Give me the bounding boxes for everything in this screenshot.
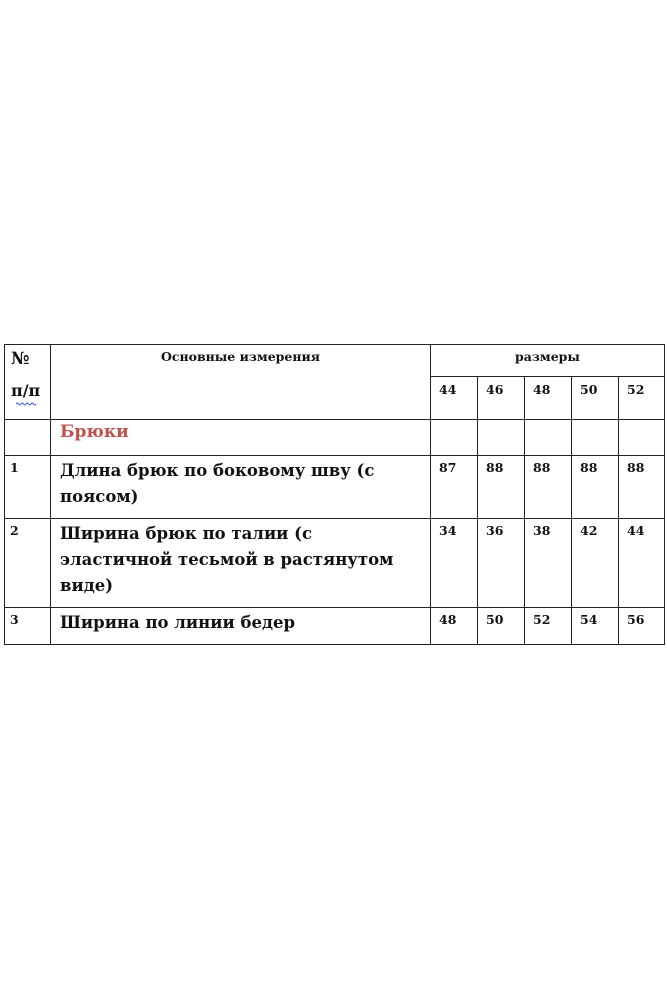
size-chart-table	[4, 344, 665, 645]
size-header-cell: 52	[619, 377, 665, 420]
number-header-cell	[5, 345, 51, 420]
empty-cell	[5, 420, 51, 456]
measurement-name: Ширина по линии бедер	[51, 608, 431, 645]
measurement-value: 44	[619, 519, 665, 608]
measurement-value: 88	[525, 456, 572, 519]
measurement-value: 87	[431, 456, 478, 519]
spellcheck-underline	[16, 402, 36, 406]
measurement-value: 88	[619, 456, 665, 519]
row-number: 2	[5, 519, 51, 608]
table-row	[5, 519, 665, 608]
sizes-header: размеры	[431, 345, 665, 377]
measurement-value: 50	[478, 608, 525, 645]
measurement-value: 42	[572, 519, 619, 608]
number-symbol: №	[11, 349, 30, 369]
size-header-cell: 46	[478, 377, 525, 420]
section-row	[5, 420, 665, 456]
measurement-name: Ширина брюк по талии (с эластичной тесьмой в растянутом виде)	[51, 519, 431, 608]
measurement-name: Длина брюк по боковому шву (с поясом)	[51, 456, 431, 519]
measurements-header: Основные измерения	[51, 345, 431, 420]
empty-cell	[431, 420, 478, 456]
table-row	[5, 608, 665, 645]
measurement-value: 88	[478, 456, 525, 519]
measurement-value: 38	[525, 519, 572, 608]
measurement-value: 54	[572, 608, 619, 645]
section-label: Брюки	[51, 420, 431, 456]
measurement-value: 34	[431, 519, 478, 608]
measurement-value: 88	[572, 456, 619, 519]
measurement-value: 56	[619, 608, 665, 645]
empty-cell	[572, 420, 619, 456]
header-row	[5, 345, 665, 377]
measurement-value: 52	[525, 608, 572, 645]
size-header-cell: 48	[525, 377, 572, 420]
table-row	[5, 456, 665, 519]
size-header-cell: 50	[572, 377, 619, 420]
empty-cell	[619, 420, 665, 456]
size-header-cell: 44	[431, 377, 478, 420]
row-number: 1	[5, 456, 51, 519]
empty-cell	[525, 420, 572, 456]
row-number: 3	[5, 608, 51, 645]
measurement-value: 36	[478, 519, 525, 608]
number-sub-label: п/п	[11, 381, 41, 400]
measurement-value: 48	[431, 608, 478, 645]
empty-cell	[478, 420, 525, 456]
